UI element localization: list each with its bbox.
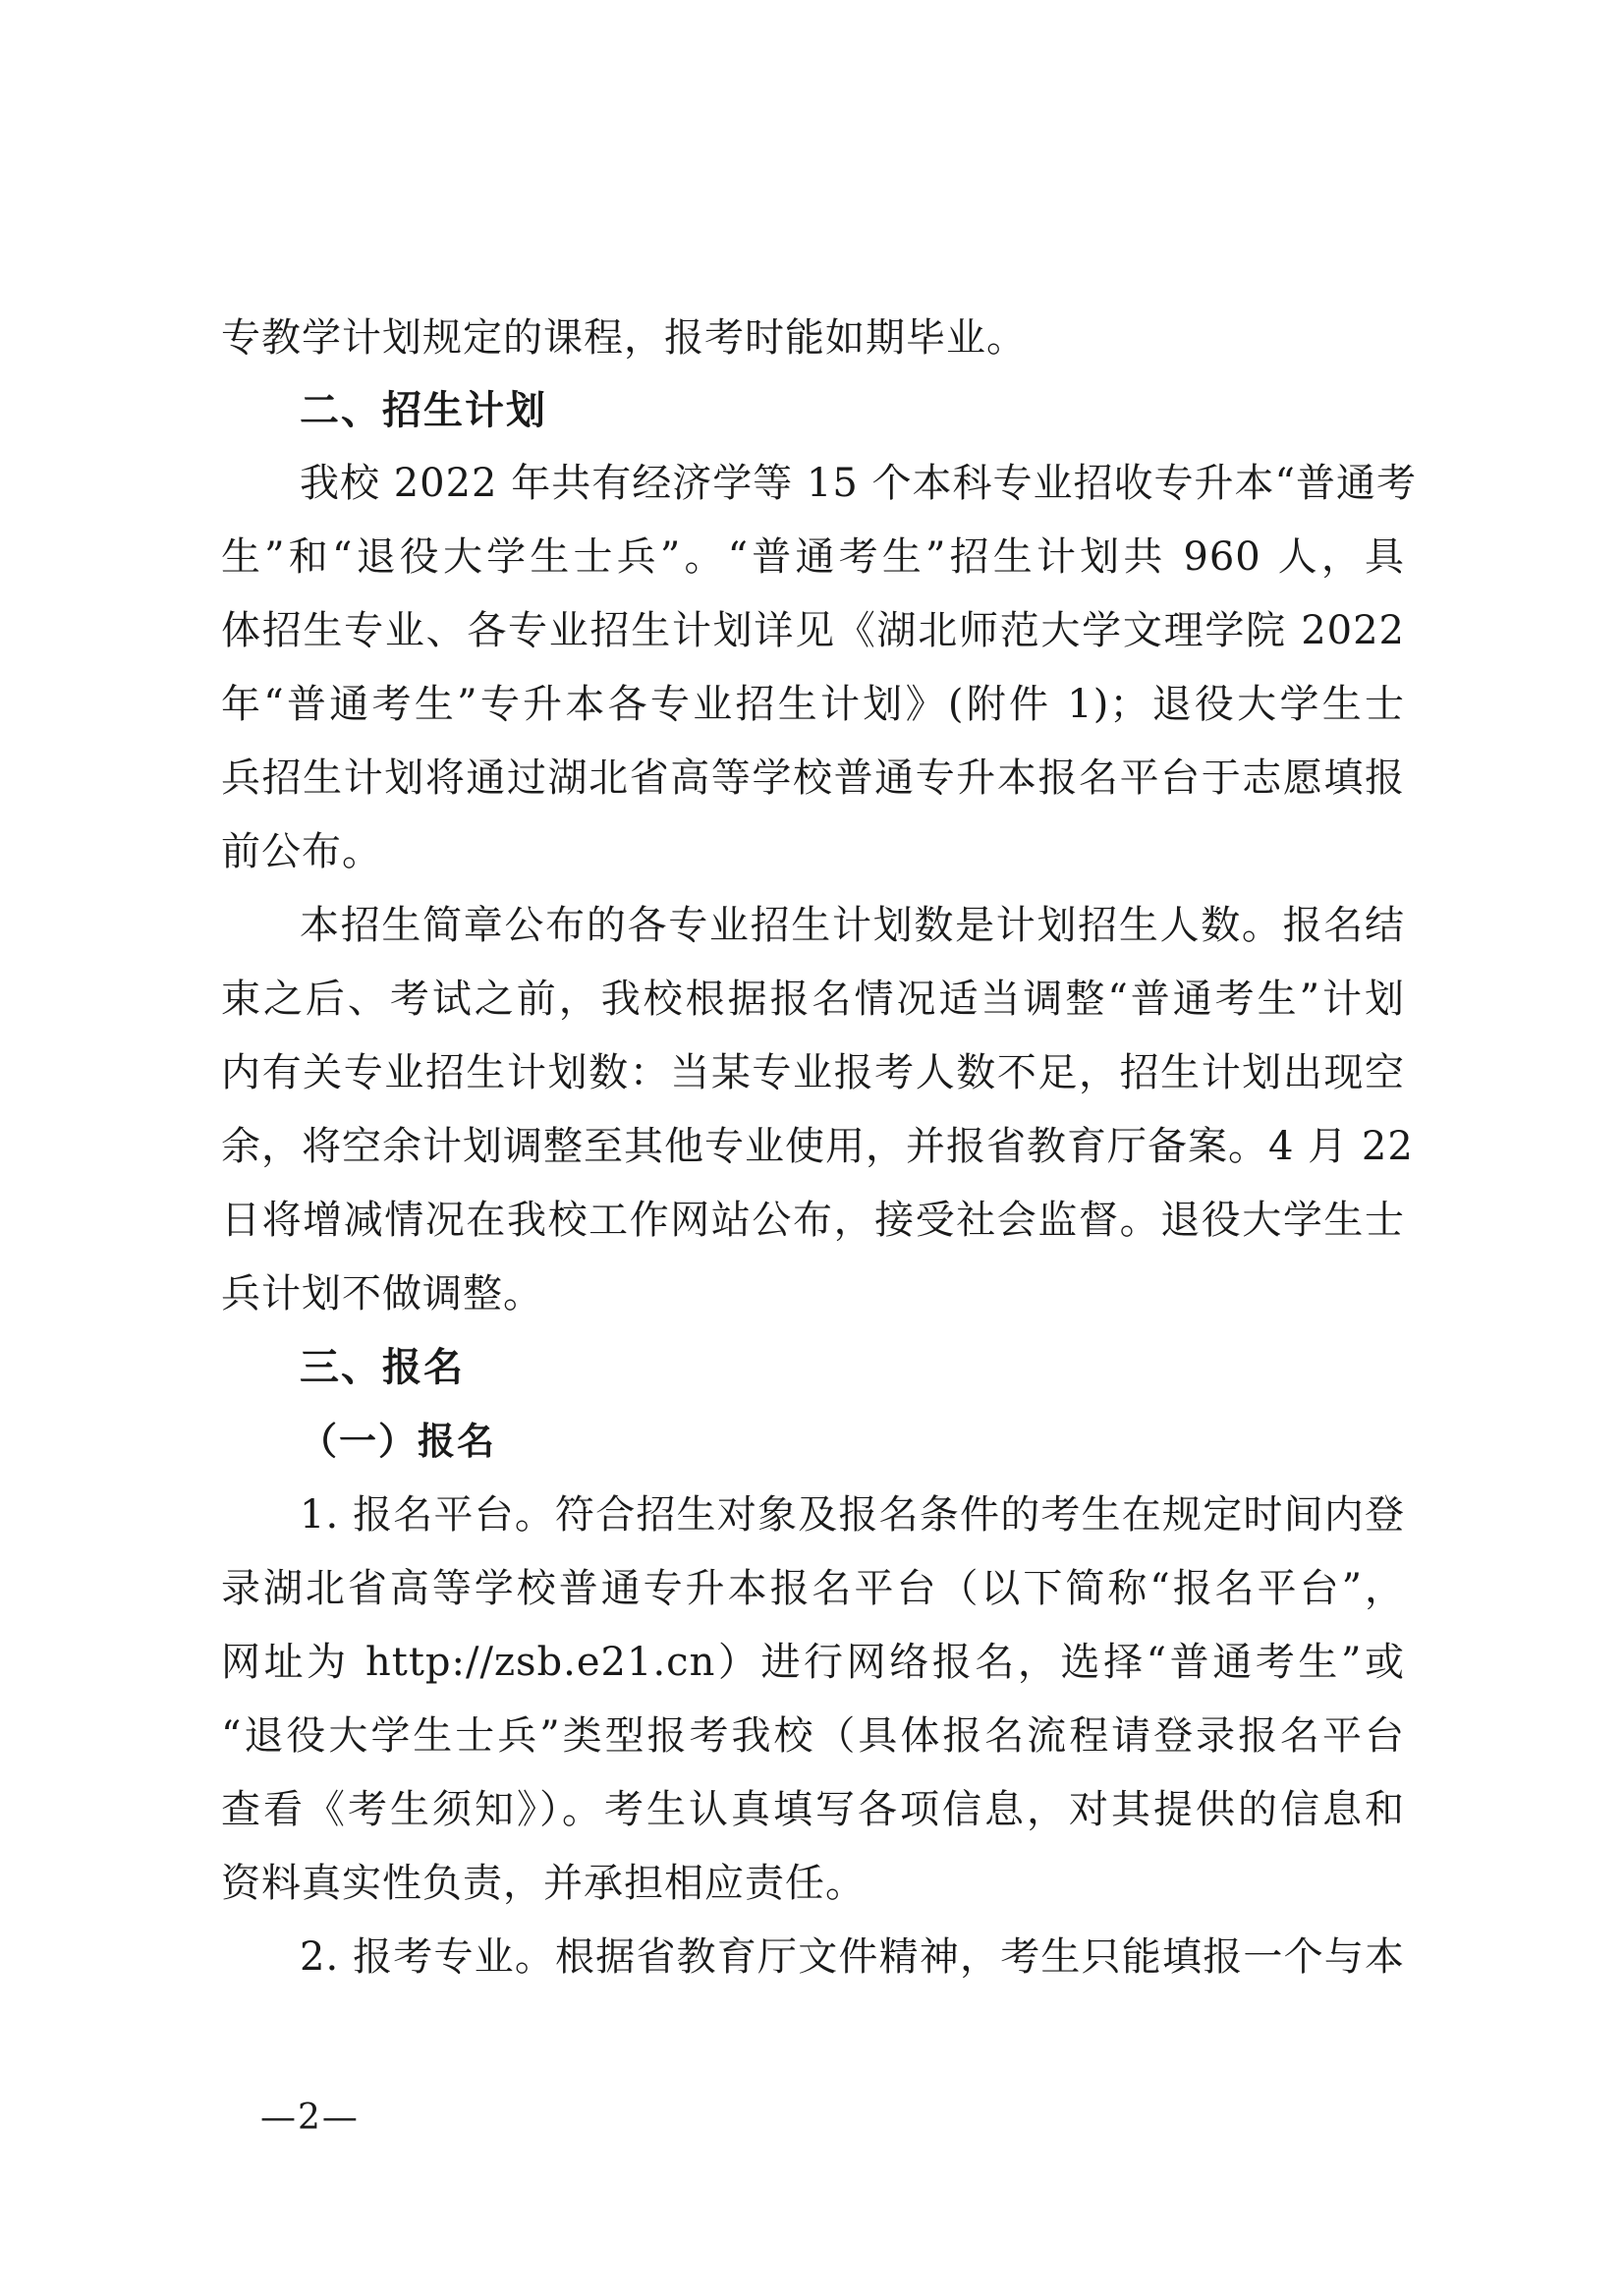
paragraph-line: 前公布。 (221, 829, 382, 874)
section-heading-registration: 三、报名 (300, 1345, 465, 1390)
paragraph-line: 体招生专业、各专业招生计划详见《湖北师范大学文理学院 2022 (221, 608, 1405, 653)
paragraph-line: 束之后、考试之前，我校根据报名情况适当调整“普通考生”计划 (221, 977, 1405, 1022)
section-heading-enrollment-plan: 二、招生计划 (300, 388, 547, 433)
subsection-heading-registration: （一）报名 (300, 1419, 497, 1463)
paragraph-line: 网址为 http://zsb.e21.cn）进行网络报名，选择“普通考生”或 (221, 1640, 1405, 1685)
paragraph-line: 录湖北省高等学校普通专升本报名平台（以下简称“报名平台”， (221, 1566, 1405, 1611)
paragraph-line: 余，将空余计划调整至其他专业使用，并报省教育厅备案。4 月 22 (221, 1124, 1414, 1169)
paragraph-line: 生”和“退役大学生士兵”。“普通考生”招生计划共 960 人，具 (221, 534, 1405, 580)
paragraph-line: 年“普通考生”专升本各专业招生计划》(附件 1)；退役大学生士 (221, 682, 1405, 727)
paragraph-line: 资料真实性负责，并承担相应责任。 (221, 1861, 866, 1906)
paragraph-line: 内有关专业招生计划数：当某专业报考人数不足，招生计划出现空 (221, 1050, 1405, 1095)
paragraph-line: 我校 2022 年共有经济学等 15 个本科专业招收专升本“普通考 (300, 461, 1418, 506)
paragraph-line: 1. 报名平台。符合招生对象及报名条件的考生在规定时间内登 (300, 1492, 1405, 1538)
paragraph-line: 专教学计划规定的课程，报考时能如期毕业。 (221, 315, 1027, 361)
paragraph-line: 查看《考生须知》）。考生认真填写各项信息，对其提供的信息和 (221, 1787, 1405, 1832)
page-number: —2— (260, 2098, 360, 2138)
paragraph-line: “退役大学生士兵”类型报考我校（具体报名流程请登录报名平台 (221, 1713, 1405, 1759)
paragraph-line: 兵计划不做调整。 (221, 1271, 543, 1316)
paragraph-line: 2. 报考专业。根据省教育厅文件精神，考生只能填报一个与本 (300, 1934, 1405, 1980)
paragraph-line: 日将增减情况在我校工作网站公布，接受社会监督。退役大学生士 (221, 1198, 1405, 1243)
paragraph-line: 本招生简章公布的各专业招生计划数是计划招生人数。报名结 (300, 903, 1405, 948)
paragraph-line: 兵招生计划将通过湖北省高等学校普通专升本报名平台于志愿填报 (221, 756, 1405, 801)
